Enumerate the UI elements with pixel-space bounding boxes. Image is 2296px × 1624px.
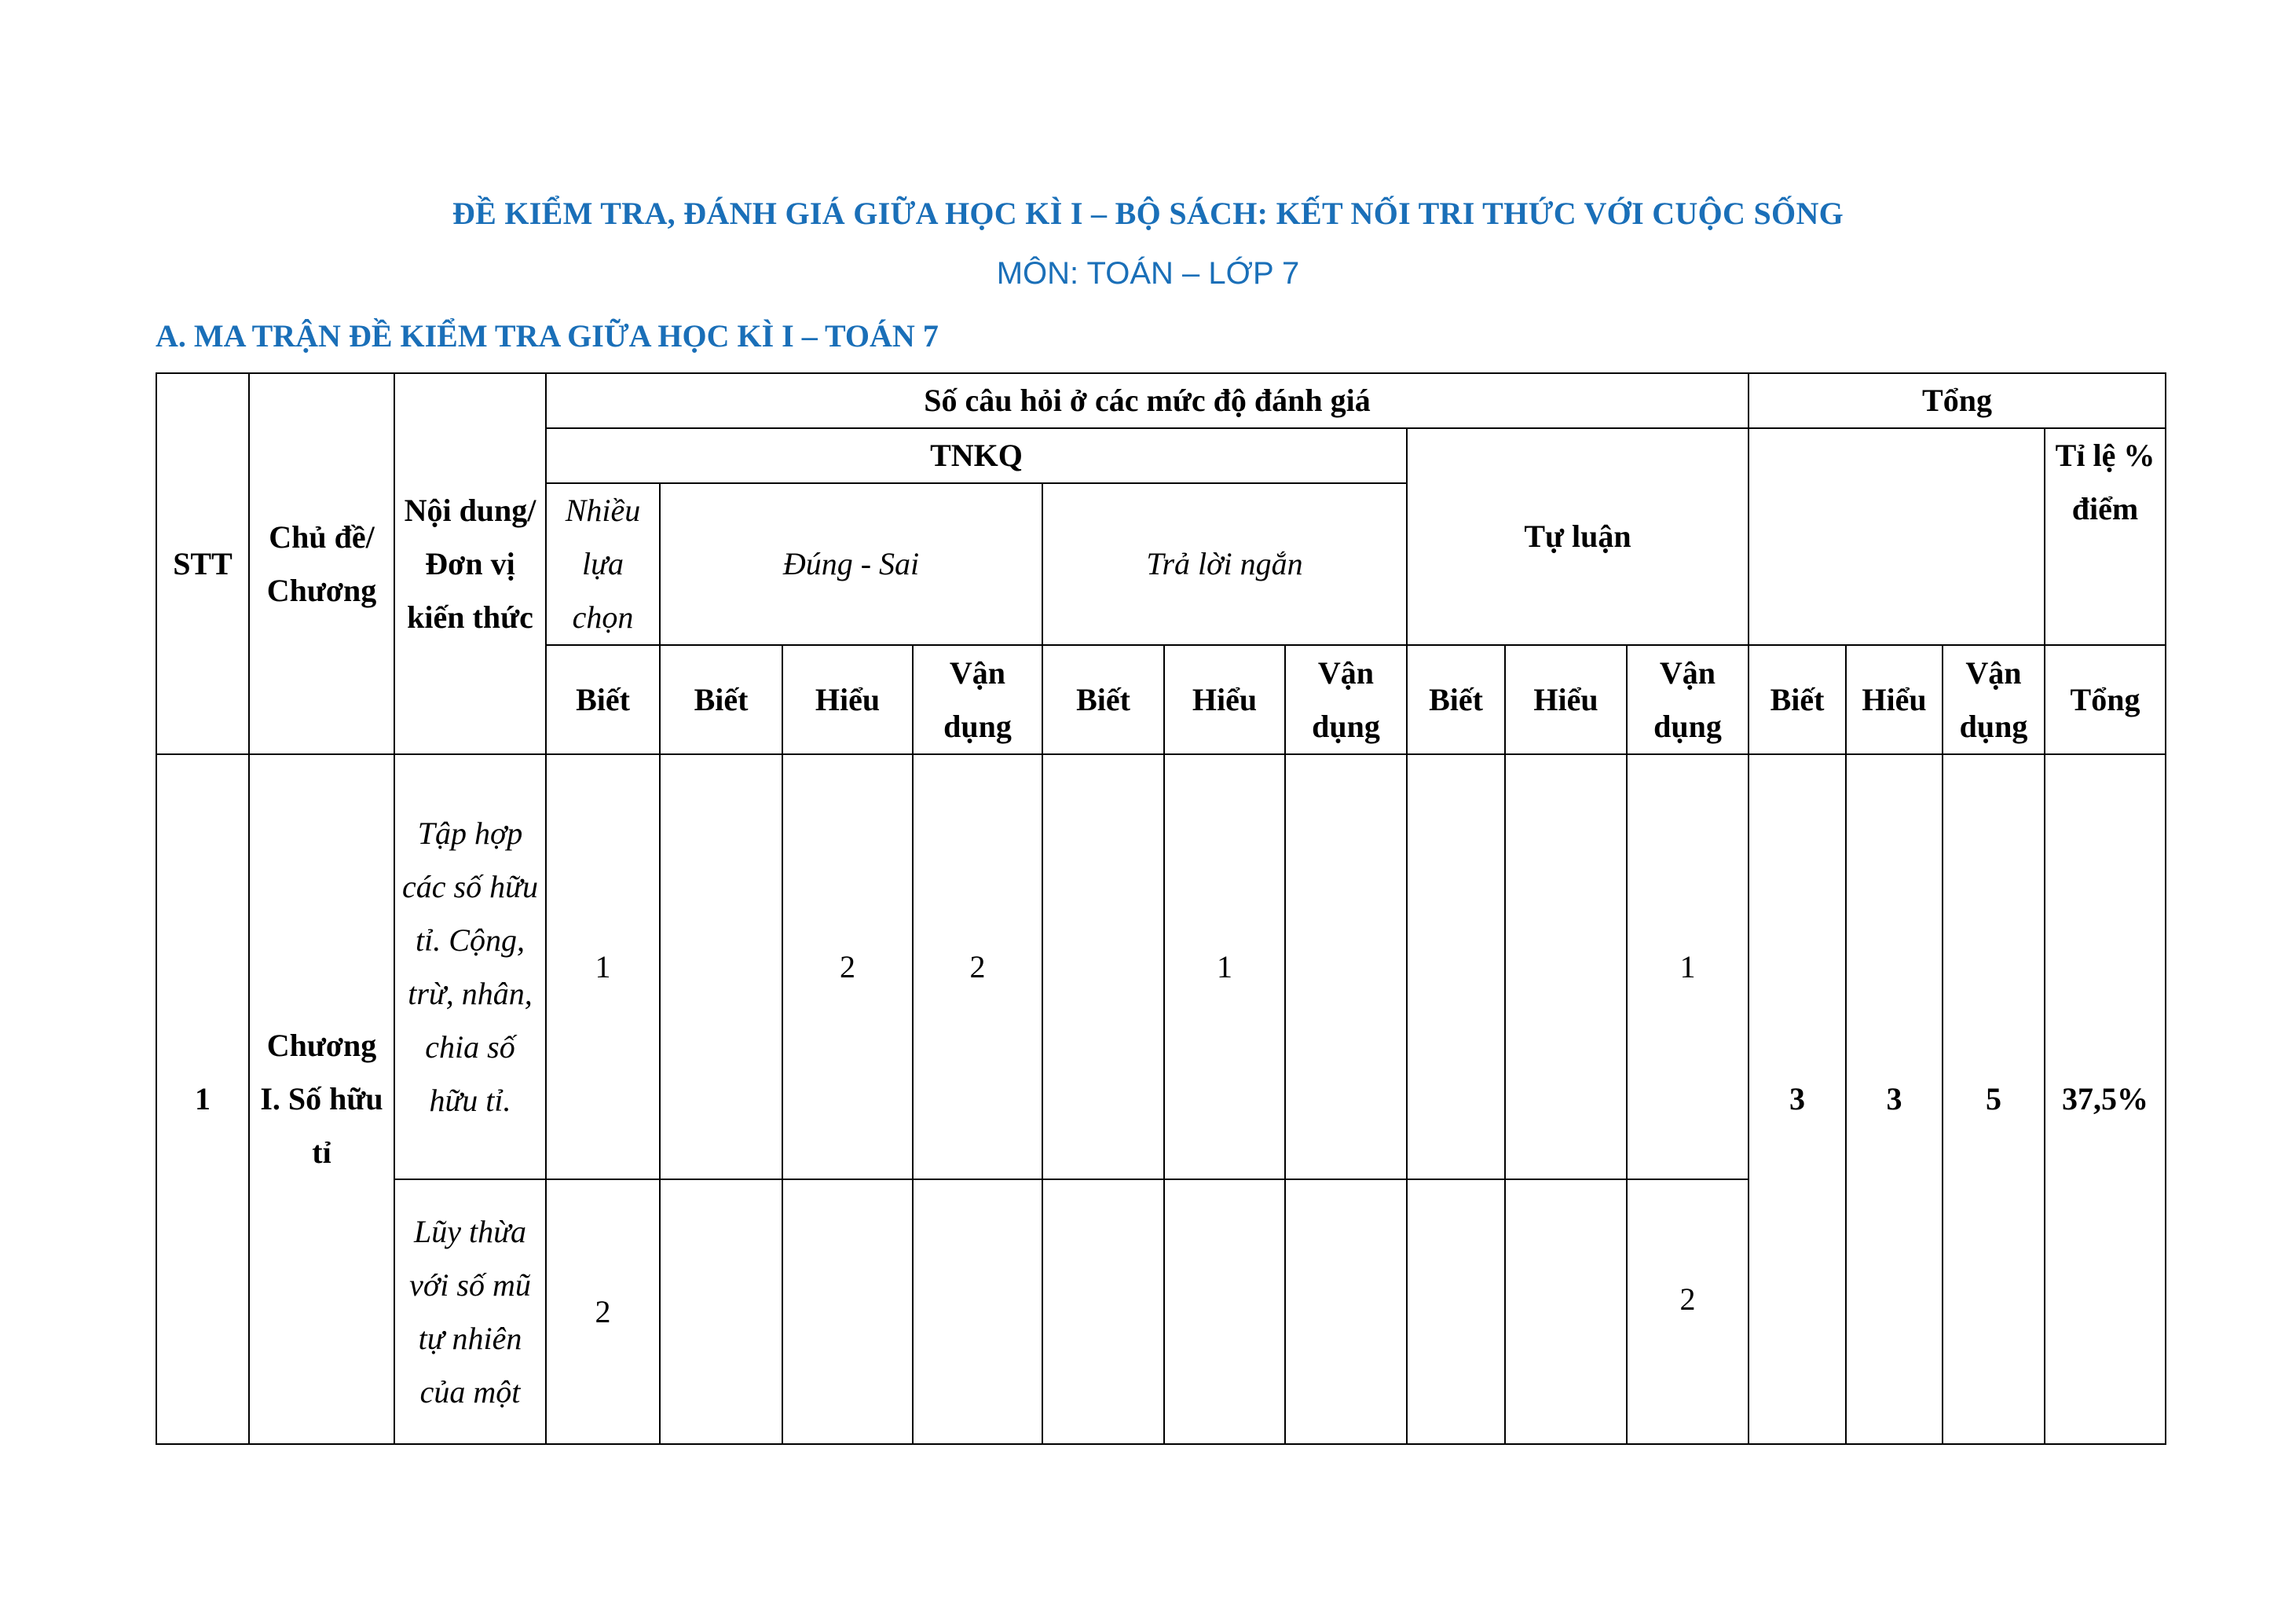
cell-tl-van-dung: 2 [1627, 1179, 1749, 1444]
level-header-biet: Biết [1407, 645, 1505, 754]
row-noi-dung: Tập hợp các số hữu tỉ. Cộng, trừ, nhân, chia số hữu tỉ. [394, 754, 546, 1179]
cell-ds-van-dung [913, 1179, 1042, 1444]
document-title: ĐỀ KIỂM TRA, ĐÁNH GIÁ GIỮA HỌC KÌ I – BỘ SÁCH: KẾT NỐI TRI THỨC VỚI CUỘC SỐNG [452, 196, 1844, 231]
document-subtitle: MÔN: TOÁN – LỚP 7 [996, 256, 1300, 291]
level-header-van-dung: Vận dụng [1943, 645, 2045, 754]
cell-tln-biet [1042, 1179, 1164, 1444]
header-row-1 [156, 373, 2166, 428]
cell-ds-biet [660, 1179, 782, 1444]
assessment-matrix-table [156, 372, 2166, 1445]
cell-tln-hieu: 1 [1164, 754, 1285, 1179]
cell-tong-hieu: 3 [1846, 754, 1943, 1444]
row-stt: 1 [156, 754, 249, 1444]
level-header-tong: Tổng [2045, 645, 2166, 754]
tnkq-header: TNKQ [546, 428, 1407, 483]
tra-loi-ngan-header: Trả lời ngắn [1042, 483, 1407, 645]
cell-tl-hieu [1505, 754, 1627, 1179]
row-noi-dung: Lũy thừa với số mũ tự nhiên của một [394, 1179, 546, 1444]
cell-tln-hieu [1164, 1179, 1285, 1444]
cell-ti-le: 37,5% [2045, 754, 2166, 1444]
cell-tln-van-dung [1285, 1179, 1407, 1444]
level-header-hieu: Hiểu [1505, 645, 1627, 754]
tong-blank-cell [1749, 428, 2045, 645]
level-header-biet: Biết [546, 645, 660, 754]
cell-nlc-biet: 2 [546, 1179, 660, 1444]
stt-header: STT [156, 373, 249, 754]
cell-ds-biet [660, 754, 782, 1179]
cell-tl-van-dung: 1 [1627, 754, 1749, 1179]
level-header-hieu: Hiểu [1846, 645, 1943, 754]
cell-ds-van-dung: 2 [913, 754, 1042, 1179]
level-header-biet: Biết [660, 645, 782, 754]
cell-tong-biet: 3 [1749, 754, 1846, 1444]
cell-nlc-biet: 1 [546, 754, 660, 1179]
section-heading: A. MA TRẬN ĐỀ KIỂM TRA GIỮA HỌC KÌ I – TOÁN 7 [156, 318, 939, 354]
cell-ds-hieu: 2 [782, 754, 913, 1179]
cell-tl-biet [1407, 1179, 1505, 1444]
tong-header: Tổng [1749, 373, 2166, 428]
cell-tong-van-dung: 5 [1943, 754, 2045, 1444]
cell-tln-van-dung [1285, 754, 1407, 1179]
ti-le-header: Tỉ lệ % điểm [2045, 428, 2166, 645]
cell-tl-biet [1407, 754, 1505, 1179]
tu-luan-header: Tự luận [1407, 428, 1749, 645]
level-header-hieu: Hiểu [1164, 645, 1285, 754]
cell-tln-biet [1042, 754, 1164, 1179]
so-cau-hoi-header: Số câu hỏi ở các mức độ đánh giá [546, 373, 1749, 428]
level-header-van-dung: Vận dụng [913, 645, 1042, 754]
noi-dung-header: Nội dung/ Đơn vị kiến thức [394, 373, 546, 754]
dung-sai-header: Đúng - Sai [660, 483, 1042, 645]
level-header-van-dung: Vận dụng [1627, 645, 1749, 754]
level-header-biet: Biết [1749, 645, 1846, 754]
row-chu-de: Chương I. Số hữu tỉ [249, 754, 394, 1444]
cell-tl-hieu [1505, 1179, 1627, 1444]
table-row [156, 754, 2166, 1179]
chu-de-header: Chủ đề/ Chương [249, 373, 394, 754]
level-header-van-dung: Vận dụng [1285, 645, 1407, 754]
level-header-biet: Biết [1042, 645, 1164, 754]
level-header-hieu: Hiểu [782, 645, 913, 754]
nhieu-lua-chon-header: Nhiều lựa chọn [546, 483, 660, 645]
cell-ds-hieu [782, 1179, 913, 1444]
